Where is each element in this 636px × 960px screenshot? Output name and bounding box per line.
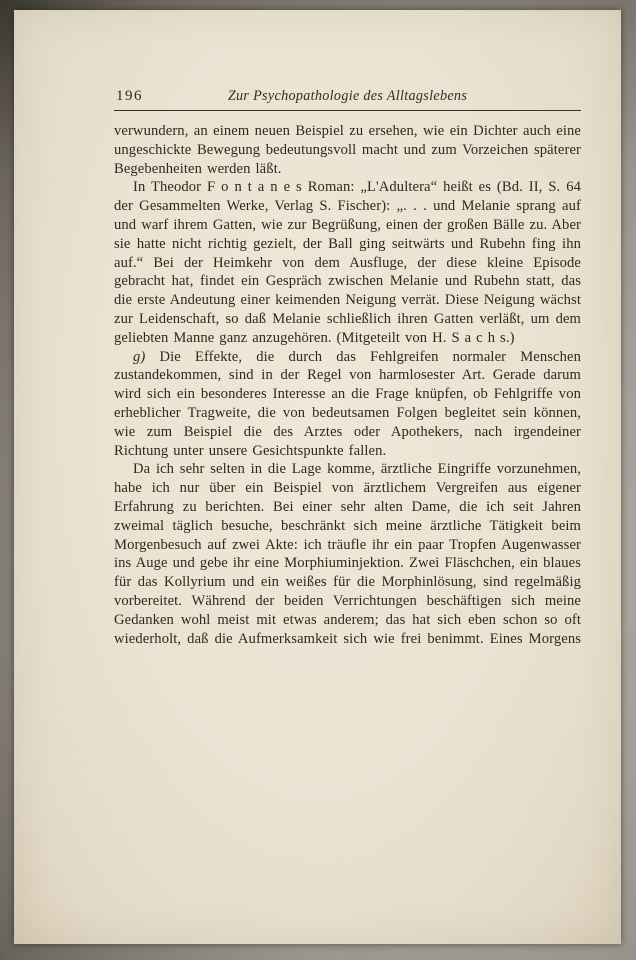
page-header <box>114 88 581 107</box>
paragraph-doctor-example: Da ich sehr selten in die Lage komme, ärztliche Eingriffe vorzunehmen, habe ich nur über ein Beispiel von ärztlichem Vergreifen aus eigener Erfahrung zu berichten. Bei einer sehr alten Dame, die ich seit Jahren zweimal täglich besuche, beschränkt sich meine ärztliche Tätigkeit beim Morgenbesuch auf zwei Akte: ich träufle ihr ein paar Tropfen Augenwasser ins Auge und gebe ihr eine Morphiuminjektion. Zwei Fläschchen, ein blaues für das Kollyrium und ein weißes für die Morphinlösung, sind regelmäßig vorbereitet. Während der beiden Verrichtungen beschäftigen sich meine Gedanken wohl meist mit etwas anderem; das hat sich eben schon so oft wiederholt, daß die Aufmerksamkeit sich wie frei benimmt. Eines Morgens <box>114 461 581 647</box>
header-rule <box>114 110 581 111</box>
paragraph-section-g-text: Die Effekte, die durch das Fehlgreifen normaler Menschen zustandekommen, sind in der Regel von harmlosester Art. Gerade darum wird sich ein besonderes Interesse an die Frage knüpfen, ob Fehlgriffe von erheblicher Tragweite, die von bedeutsamen Folgen begleitet sein können, wie zum Beispiel die des Arztes oder Apothekers, nach irgendeiner Richtung unter unsere Gesichtspunkte fallen. <box>114 348 581 459</box>
book-page-scan <box>14 10 621 944</box>
page-content <box>114 88 581 648</box>
page-number: 196 <box>116 88 143 104</box>
paragraph-fontane-example: In Theodor F o n t a n e s Roman: „L'Adultera“ heißt es (Bd. II, S. 64 der Gesammelten Werke, Verlag S. Fischer): „. . . und Melanie sprang auf und warf ihrem Gatten, wie zur Begrüßung, einen der großen Bälle zu. Aber sie hatte nicht richtig gezielt, der Ball ging seitwärts und Rubehn fing ihn auf.“ Bei der Heimkehr von dem Ausfluge, der diese kleine Episode gebracht hat, findet ein Gespräch zwischen Melanie und Rubehn statt, das die erste Andeutung einer keimenden Neigung verrät. Diese Neigung wächst zur Leidenschaft, so daß Melanie schließlich ihren Gatten verläßt, um dem geliebten Manne ganz anzugehören. (Mitgeteilt von H. S a c h s.) <box>114 179 581 346</box>
paragraph-section-g <box>114 348 581 461</box>
body-text <box>114 122 581 648</box>
paragraph-continuation: verwundern, an einem neuen Beispiel zu ersehen, wie ein Dichter auch eine ungeschickte Bewegung bedeutungsvoll macht und zum Vorzeichen späterer Begebenheiten werden läßt. <box>114 123 581 177</box>
section-letter-g: g) <box>133 348 146 365</box>
running-title: Zur Psychopathologie des Alltagslebens <box>227 88 468 104</box>
